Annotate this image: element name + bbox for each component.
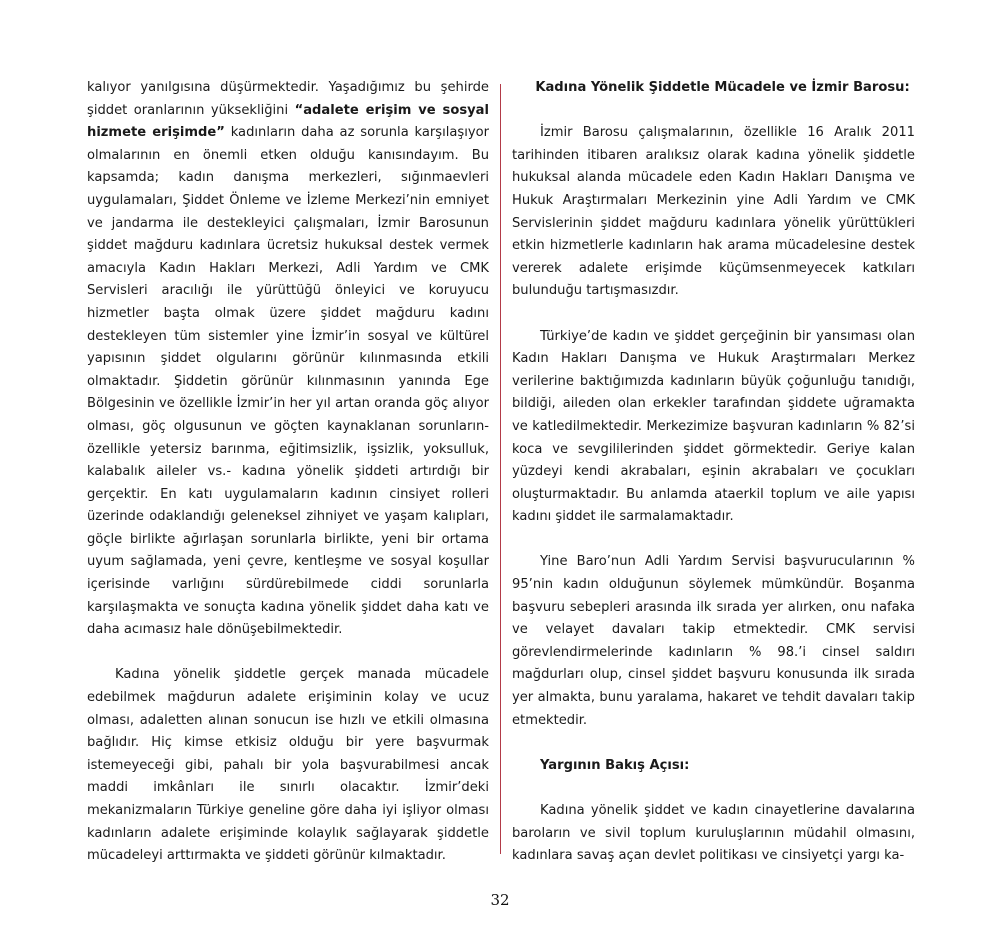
page-number: 32 [490,891,510,909]
paragraph-gap [512,529,915,552]
paragraph-gap [512,732,915,755]
paragraph-gap [512,100,915,123]
paragraph-gap [512,777,915,800]
right-paragraph-3: Yine Baro’nun Adli Yardım Servisi başvurucularının % 95’nin kadın olduğunun söylemek mümkündür. Boşanma başvuru sebepleri arasında ilk sırada yer alırken, onu nafaka ve velayet davaları takip etmektedir. CMK servisi görevlendirmelerinde kadınların % 98.’i cinsel saldırı mağdurları olup, cinsel şiddet başvuru konusunda ilk sırada yer almakta, bunu yaralama, hakaret ve tehdit davaları takip etmektedir. [512,554,915,728]
left-paragraph-2: Kadına yönelik şiddetle gerçek manada mücadele edebilmek mağdurun adalete erişiminin kolay ve ucuz olması, adaletten alınan sonucun ise hızlı ve etkili olmasına bağlıdır. Hiç kimse etkisiz olduğu bir yere başvurmak istemeyeceği gibi, pahalı bir yola başvurabilmesi ancak maddi imkânları ile sınırlı olacaktır. İzmir’deki mekanizmaların Türkiye geneline göre daha iyi işliyor olması kadınların adalete erişiminde kolaylık sağlayarak şiddetle mücadeleyi arttırmakta ve şiddeti görünür kılmaktadır. [87,667,489,864]
paragraph-gap [87,642,489,665]
right-paragraph-4: Kadına yönelik şiddet ve kadın cinayetlerine davalarına baroların ve sivil toplum kuruluşlarının müdahil olmasını, kadınlara savaş açan devlet politikası ve cinsiyetçi yargı ka- [512,803,915,864]
left-paragraph-1 [87,77,489,642]
left-p1-text-a: kalıyor yanılgısına düşürmektedir. Yaşadığımız bu şehirde şiddet oranlarının yüksekliğini [87,80,489,118]
section-heading-yargi: Yargının Bakış Açısı: [540,757,690,773]
left-p1-text-b: kadınların daha az sorunla karşılaşıyor olmalarının en önemli etken olduğu kanısındayım. Bu kapsamda; kadın danışma merkezleri, sığınmaevleri uygulamaları, Şiddet Önleme ve İzleme Merkezi’nin emniyet ve jandarma ile destekleyici çalışmaları, İzmir Barosunun şiddet mağduru kadınlara ücretsiz hukuksal destek vermek amacıyla Kadın Hakları Merkezi, Adli Yardım ve CMK Servisleri aracılığı ile yürüttüğü önleyici ve koruyucu hizmetler başta olmak üzere şiddet mağduru kadını destekleyen tüm sistemler yine İzmir’in sosyal ve kültürel yapısının şiddet olgularını görünür kılınmasında etkili olmaktadır. Şiddetin görünür kılınmasının yanında Ege Bölgesinin ve özellikle İzmir’in her yıl artan oranda göç alıyor olması, göç olgusunun ve göçten kaynaklanan sorunların- özellikle yetersiz barınma, eğitimsizlik, işsizlik, yoksulluk, kalabalık aileler vs.- kadına yönelik şiddeti artırdığı bir gerçektir. En katı uygulamaların kadının cinsiyet rolleri üzerinde odaklandığı geleneksel zihniyet ve yaşam kalıpları, göçle birlikte ağırlaşan sorunlarla birlikte, yeni bir ortama uyum sağlamada, yeni çevre, kentleşme ve sosyal koşullar içerisinde varlığını sürdürebilmede ciddi sorunlarla karşılaşmakta ve sonuçta kadına yönelik şiddet daha katı ve daha acımasız hale dönüşebilmektedir. [87,125,489,638]
column-divider [500,84,501,854]
left-column [87,77,489,868]
right-paragraph-2: Türkiye’de kadın ve şiddet gerçeğinin bir yansıması olan Kadın Hakları Danışma ve Hukuk Araştırmaları Merkez verilerine baktığımızda kadınların büyük çoğunluğu tanıdığı, bildiği, aileden olan erkekler tarafından şiddete uğramakta ve katledilmektedir. Merkezimize başvuran kadınların % 82’si koca ve sevgililerinden şiddet görmektedir. Geriye kalan yüzdeyi kendi akrabaları, eşinin akrabaları ve çocukları oluşturmaktadır. Bu anlamda ataerkil toplum ve aile yapısı kadını şiddet ile sarmalamaktadır. [512,328,915,525]
right-paragraph-1: İzmir Barosu çalışmalarının, özellikle 16 Aralık 2011 tarihinden itibaren aralıksız olarak kadına yönelik şiddetle hukuksal alanda mücadele eden Kadın Hakları Danışma ve Hukuk Araştırmaları Merkezinin yine Adli Yardım ve CMK Servislerinin şiddet mağduru kadınlara yönelik yürüttükleri etkin hizmetlerle kadınların hak arama mücadelesine destek vererek adalete erişimde küçümsenmeyecek katkıları bulunduğu tartışmasızdır. [512,125,915,299]
left-p1-bold-quote: “adalete erişim ve sosyal hizmete erişimde” [87,102,489,141]
section-heading-izmir-barosu: Kadına Yönelik Şiddetle Mücadele ve İzmir Barosu: [535,80,910,95]
right-column [512,77,915,868]
paragraph-gap [512,303,915,326]
